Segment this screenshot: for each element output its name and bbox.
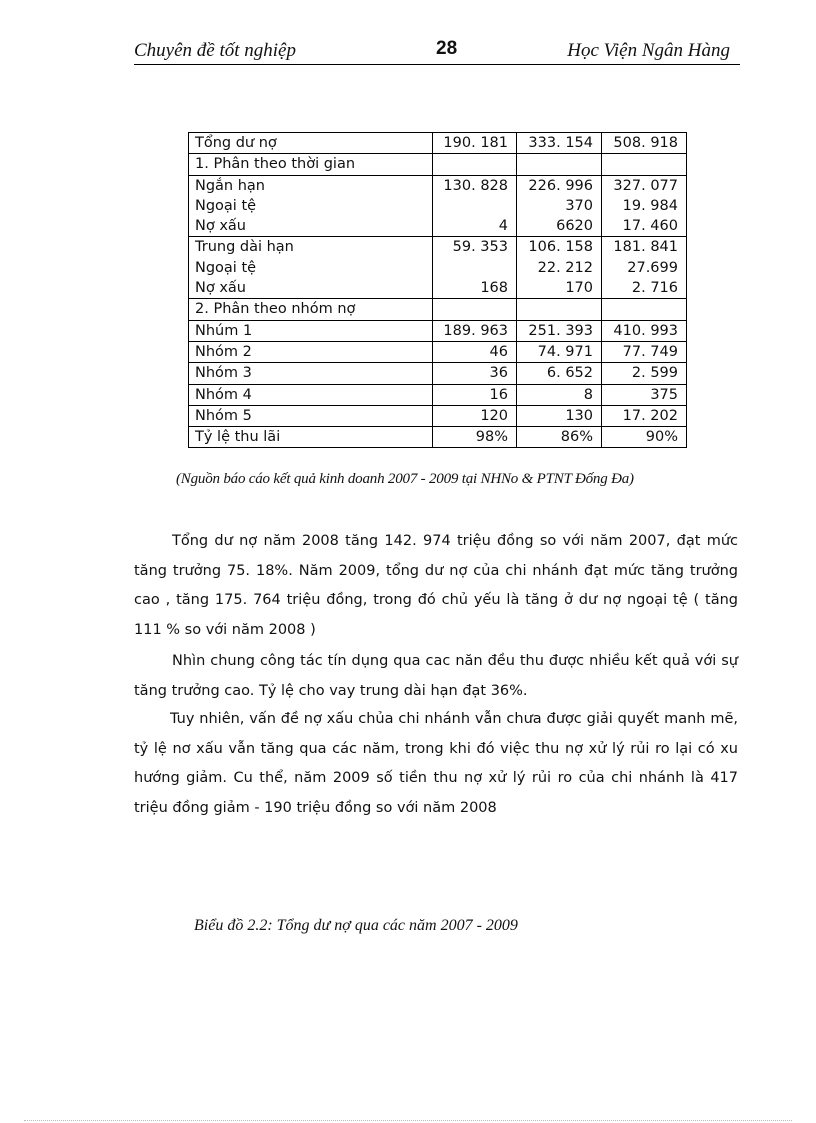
row-label-cell [189, 175, 433, 237]
cell-value: 333. 154 [528, 135, 593, 151]
cell-value: 190. 181 [443, 135, 508, 151]
paragraph-1 [134, 527, 738, 645]
value-cell-c3 [602, 154, 687, 175]
cell-value: 130 [565, 407, 593, 424]
paragraph-3 [134, 705, 738, 823]
table-row [189, 384, 687, 405]
table-row [189, 405, 687, 426]
row-label: Nhóm 2 [195, 343, 252, 360]
cell-value: 22. 212 [537, 259, 593, 276]
value-cell-c1 [433, 237, 517, 299]
value-cell-c1 [433, 175, 517, 237]
row-label-cell [189, 384, 433, 405]
value-cell-c2 [517, 320, 602, 341]
value-cell-c3 [602, 175, 687, 237]
row-label-cell [189, 299, 433, 320]
row-label-cell [189, 405, 433, 426]
value-cell-c2 [517, 363, 602, 384]
cell-value: 181. 841 [613, 239, 678, 256]
row-label-cell [189, 427, 433, 448]
table-row [189, 341, 687, 362]
value-cell-c3 [602, 237, 687, 299]
cell-value: 170 [565, 280, 593, 297]
cell-value: 90% [645, 429, 678, 446]
cell-value: 327. 077 [613, 177, 678, 194]
value-cell-c1 [433, 154, 517, 175]
cell-value: 98% [475, 429, 508, 446]
cell-value: 17. 202 [622, 407, 678, 424]
cell-value: 46 [489, 343, 508, 360]
value-cell-c3 [602, 341, 687, 362]
value-cell-c2 [517, 133, 602, 154]
value-cell-c1 [433, 384, 517, 405]
chart-caption: Biểu đồ 2.2: Tổng dư nợ qua các năm 2007 - 2009 [194, 917, 518, 934]
value-cell-c3 [602, 320, 687, 341]
value-cell-c2 [517, 341, 602, 362]
page-bottom-divider [24, 1120, 792, 1121]
value-cell-c3 [602, 299, 687, 320]
page-header [134, 38, 740, 65]
value-cell-c3 [602, 427, 687, 448]
value-cell-c2 [517, 384, 602, 405]
cell-value [439, 196, 508, 216]
row-label: Nợ xấu [195, 280, 246, 297]
value-cell-c2 [517, 175, 602, 237]
cell-value [608, 299, 678, 319]
value-cell-c2 [517, 299, 602, 320]
row-label: Nhúm 1 [195, 322, 253, 339]
cell-value: 86% [560, 429, 593, 446]
cell-value: 375 [650, 386, 678, 403]
row-label-cell [189, 133, 433, 154]
row-label: Nhóm 3 [195, 365, 252, 382]
cell-value: 36 [489, 365, 508, 382]
paragraph-2-text: Nhìn chung công tác tín dụng qua cac năn đều thu được nhiều kết quả với sự tăng trưởng cao. Tỷ lệ cho vay trung dài hạn đạt 36%. [134, 653, 738, 699]
value-cell-c2 [517, 237, 602, 299]
cell-value: 16 [489, 386, 508, 403]
row-label: Ngoại tệ [195, 259, 257, 276]
cell-value: 508. 918 [613, 135, 678, 151]
cell-value [439, 258, 508, 278]
cell-value: 4 [498, 218, 508, 235]
row-label-cell [189, 154, 433, 175]
table-row [189, 320, 687, 341]
row-label: Ngắn hạn [195, 177, 266, 194]
table-row [189, 133, 687, 154]
page-number: 28 [436, 38, 458, 59]
cell-value [608, 154, 678, 174]
cell-value: 77. 749 [622, 343, 678, 360]
cell-value: 370 [565, 197, 593, 214]
table-row [189, 175, 687, 237]
value-cell-c2 [517, 427, 602, 448]
row-label: Nhóm 5 [195, 407, 252, 424]
cell-value [523, 299, 593, 319]
row-label-cell [189, 363, 433, 384]
cell-value: 226. 996 [528, 177, 593, 194]
row-label: Tổng dư nợ [195, 135, 277, 151]
row-label-cell [189, 320, 433, 341]
cell-value: 130. 828 [443, 177, 508, 194]
cell-value: 27.699 [627, 259, 678, 276]
row-label: Tỷ lệ thu lãi [195, 429, 281, 446]
cell-value [523, 154, 593, 174]
cell-value: 251. 393 [528, 322, 593, 339]
row-label-cell [189, 341, 433, 362]
cell-value: 2. 599 [631, 365, 678, 382]
header-institution: Học Viện Ngân Hàng [567, 40, 730, 61]
cell-value: 8 [583, 386, 593, 403]
cell-value: 106. 158 [528, 239, 593, 256]
row-label: 1. Phân theo thời gian [195, 156, 356, 173]
table-row [189, 363, 687, 384]
paragraph-2 [134, 647, 738, 706]
table-row [189, 237, 687, 299]
value-cell-c3 [602, 363, 687, 384]
cell-value: 168 [480, 280, 508, 297]
paragraph-1-text: Tổng dư nợ năm 2008 tăng 142. 974 triệu đồng so với năm 2007, đạt mức tăng trưởng 75. 18%. Năm 2009, tổng dư nợ của chi nhánh đạt mức tăng trưởng cao , tăng 175. 764 triệu đồng, trong đó chủ yếu là tăng ở dư nợ ngoại tệ ( tăng 111 % so với năm 2008 ) [134, 533, 738, 638]
table-row [189, 299, 687, 320]
row-label: Ngoại tệ [195, 197, 257, 214]
row-label-cell [189, 237, 433, 299]
cell-value: 6620 [556, 218, 593, 235]
table-row [189, 154, 687, 175]
cell-value: 6. 652 [546, 365, 593, 382]
value-cell-c1 [433, 405, 517, 426]
row-label: 2. Phân theo nhóm nợ [195, 301, 356, 318]
cell-value [439, 154, 508, 174]
value-cell-c2 [517, 154, 602, 175]
row-label: Nợ xấu [195, 218, 246, 235]
cell-value: 120 [480, 407, 508, 424]
value-cell-c1 [433, 363, 517, 384]
row-label: Trung dài hạn [195, 239, 294, 256]
value-cell-c1 [433, 133, 517, 154]
cell-value: 410. 993 [613, 322, 678, 339]
value-cell-c3 [602, 405, 687, 426]
value-cell-c3 [602, 384, 687, 405]
value-cell-c2 [517, 405, 602, 426]
table-row [189, 427, 687, 448]
table-source-note: (Nguồn báo cáo kết quả kinh doanh 2007 - 2009 tại NHNo & PTNT Đống Đa) [176, 471, 634, 487]
cell-value: 59. 353 [452, 239, 508, 256]
header-title: Chuyên đề tốt nghiệp [134, 40, 296, 61]
cell-value: 17. 460 [622, 218, 678, 235]
paragraph-3-text: Tuy nhiên, vấn đề nợ xấu chủa chi nhánh vẫn chưa được giải quyết manh mẽ, tỷ lệ nơ xấu vẫn tăng qua các năm, trong khi đó việc thu nợ xử lý rủi ro lại có xu hướng giảm. Cu thể, năm 2009 số tiền thu nợ xử lý rủi ro của chi nhánh là 417 triệu đồng giảm - 190 triệu đồng so với năm 2008 [134, 711, 738, 816]
value-cell-c1 [433, 341, 517, 362]
cell-value: 189. 963 [443, 322, 508, 339]
loan-table [188, 132, 687, 448]
cell-value [439, 299, 508, 319]
value-cell-c3 [602, 133, 687, 154]
row-label: Nhóm 4 [195, 386, 252, 403]
value-cell-c1 [433, 320, 517, 341]
cell-value: 2. 716 [631, 280, 678, 297]
cell-value: 74. 971 [537, 343, 593, 360]
value-cell-c1 [433, 427, 517, 448]
value-cell-c1 [433, 299, 517, 320]
cell-value: 19. 984 [622, 197, 678, 214]
